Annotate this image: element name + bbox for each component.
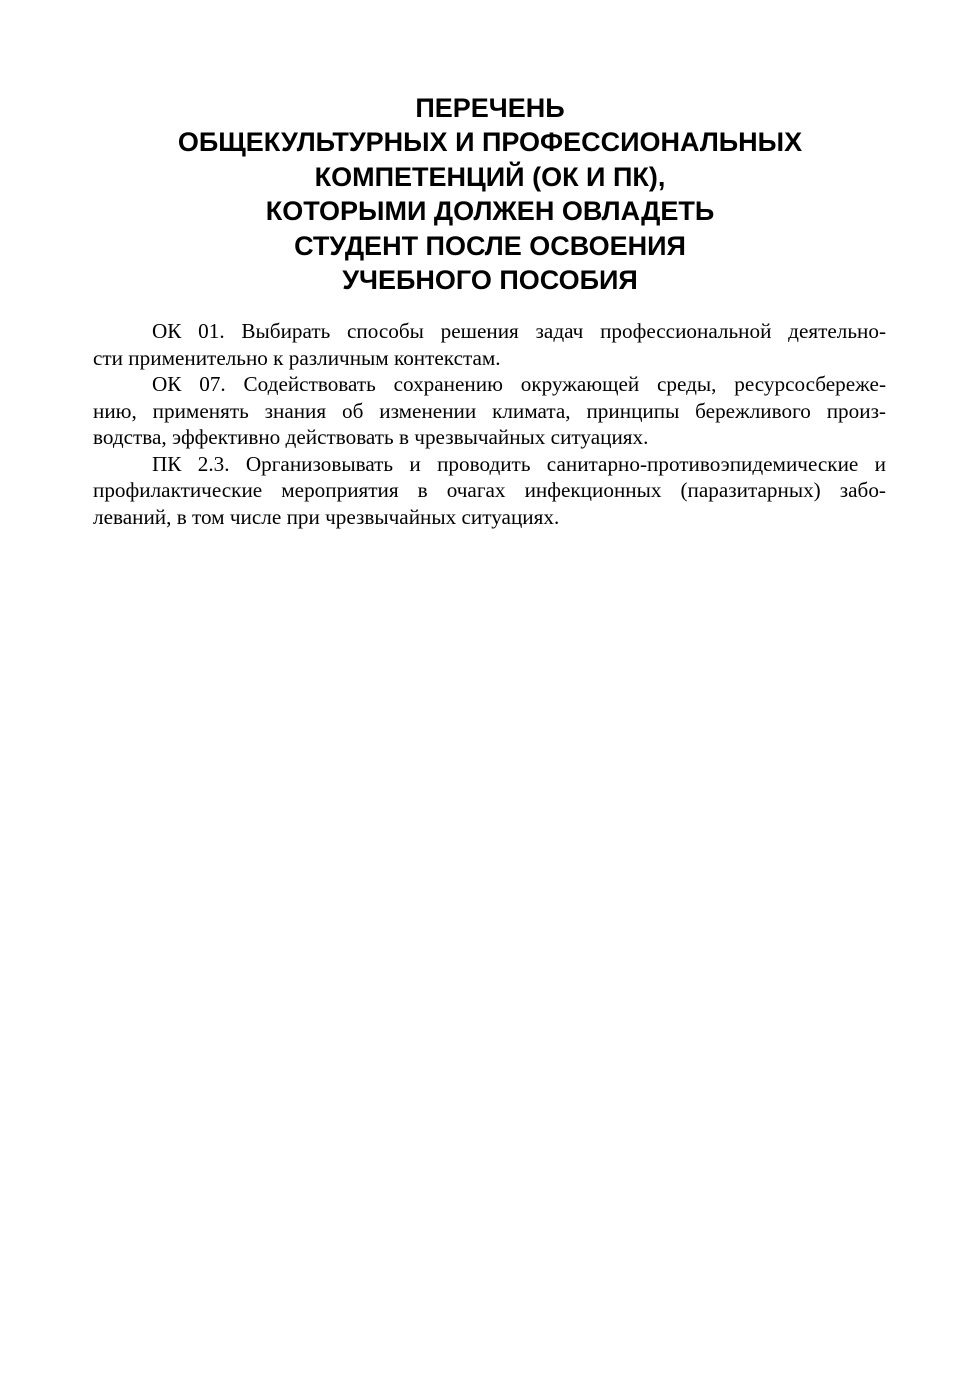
paragraph-line: профилактические мероприятия в очагах инфекционных (паразитарных) забо- [93, 478, 886, 502]
competency-list [93, 318, 886, 530]
competency-pk-2-3 [93, 451, 886, 531]
title-line: УЧЕБНОГО ПОСОБИЯ [342, 265, 638, 296]
paragraph-line: ОК 01. Выбирать способы решения задач профессиональной деятельно- [152, 319, 886, 343]
title-line: ОБЩЕКУЛЬТУРНЫХ И ПРОФЕССИОНАЛЬНЫХ [177, 127, 803, 158]
title-line: КОМПЕТЕНЦИЙ (ОК И ПК), [314, 161, 666, 192]
paragraph-line: ОК 07. Содействовать сохранению окружающей среды, ресурсосбереже- [152, 372, 886, 396]
paragraph-line: сти применительно к различным контекстам. [93, 345, 501, 370]
paragraph-line: леваний, в том числе при чрезвычайных ситуациях. [93, 504, 560, 529]
competency-ok-07 [93, 371, 886, 451]
paragraph-line: нию, применять знания об изменении климата, принципы бережливого произ- [93, 398, 886, 423]
title-line: ПЕРЕЧЕНЬ [415, 93, 565, 123]
title-line: КОТОРЫМИ ДОЛЖЕН ОВЛАДЕТЬ [265, 196, 715, 227]
page-title [90, 91, 890, 297]
paragraph-line: водства, эффективно действовать в чрезвычайных ситуациях. [93, 425, 649, 449]
title-line: СТУДЕНТ ПОСЛЕ ОСВОЕНИЯ [294, 230, 686, 261]
paragraph-line: ПК 2.3. Организовывать и проводить санитарно-противоэпидемические и [152, 451, 886, 476]
competency-ok-01 [93, 318, 886, 371]
